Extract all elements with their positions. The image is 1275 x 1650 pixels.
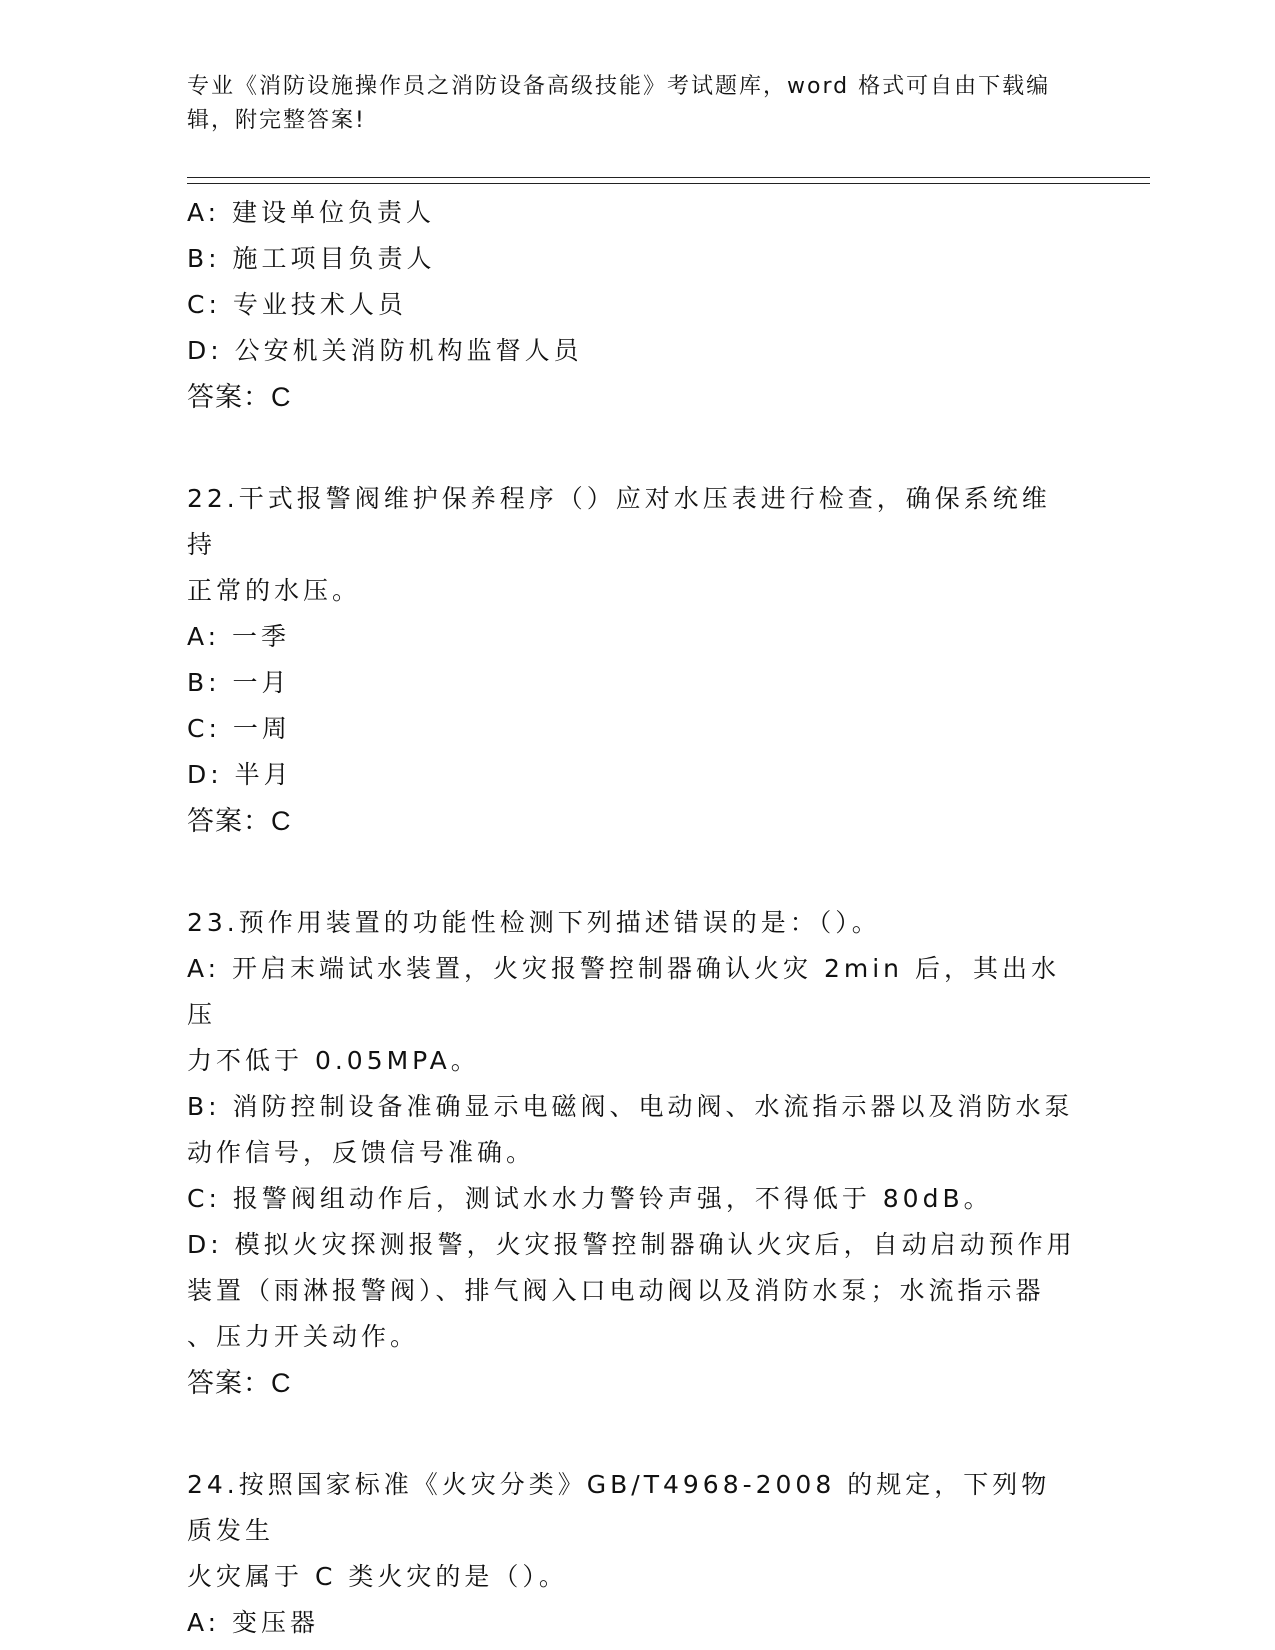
option-b: B: 消防控制设备准确显示电磁阀、电动阀、水流指示器以及消防水泵 [187,1092,1074,1121]
option-a: A: 一季 [187,622,291,651]
option-d: D: 半月 [187,760,293,789]
header-rule-bottom [187,183,1150,184]
option-d: D: 模拟火灾探测报警，火灾报警控制器确认火灾后，自动启动预作用 [187,1230,1076,1259]
question-21-tail [187,190,1077,420]
option-a: A: 建设单位负责人 [187,198,436,227]
header-rule-top [187,177,1150,178]
option-a: A: 开启末端试水装置，火灾报警控制器确认火灾 2min 后，其出水压 [187,954,1060,1029]
question-24 [187,1462,1077,1646]
header-text: 专业《消防设施操作员之消防设备高级技能》考试题库，word 格式可自由下载编辑，附完整答案! [187,74,1051,133]
option-b: B: 一月 [187,668,291,697]
option-a: A: 变压器 [187,1608,320,1637]
answer-line: 答案：C [187,806,292,836]
option-d: D: 公安机关消防机构监督人员 [187,336,583,365]
option-c: C: 专业技术人员 [187,290,407,319]
option-b: B: 施工项目负责人 [187,244,436,273]
document-body [187,190,1077,1646]
question-23 [187,900,1077,1406]
question-stem: 24.按照国家标准《火灾分类》GB/T4968-2008 的规定，下列物质发生 [187,1470,1051,1545]
option-a-cont: 力不低于 0.05MPA。 [187,1046,480,1075]
option-c: C: 报警阀组动作后，测试水水力警铃声强，不得低于 80dB。 [187,1184,993,1213]
question-stem: 23.预作用装置的功能性检测下列描述错误的是：（）。 [187,908,881,937]
option-d-cont: 、压力开关动作。 [187,1322,420,1351]
question-stem-cont: 火灾属于 C 类火灾的是（）。 [187,1562,568,1591]
question-22 [187,476,1077,844]
option-d-cont: 装置（雨淋报警阀）、排气阀入口电动阀以及消防水泵；水流指示器 [187,1276,1045,1305]
answer-line: 答案：C [187,1368,292,1398]
option-b-cont: 动作信号，反馈信号准确。 [187,1138,536,1167]
document-header [187,70,1067,138]
question-stem: 22.干式报警阀维护保养程序（）应对水压表进行检查，确保系统维持 [187,484,1051,559]
option-c: C: 一周 [187,714,291,743]
answer-line: 答案：C [187,382,292,412]
question-stem-cont: 正常的水压。 [187,576,362,605]
